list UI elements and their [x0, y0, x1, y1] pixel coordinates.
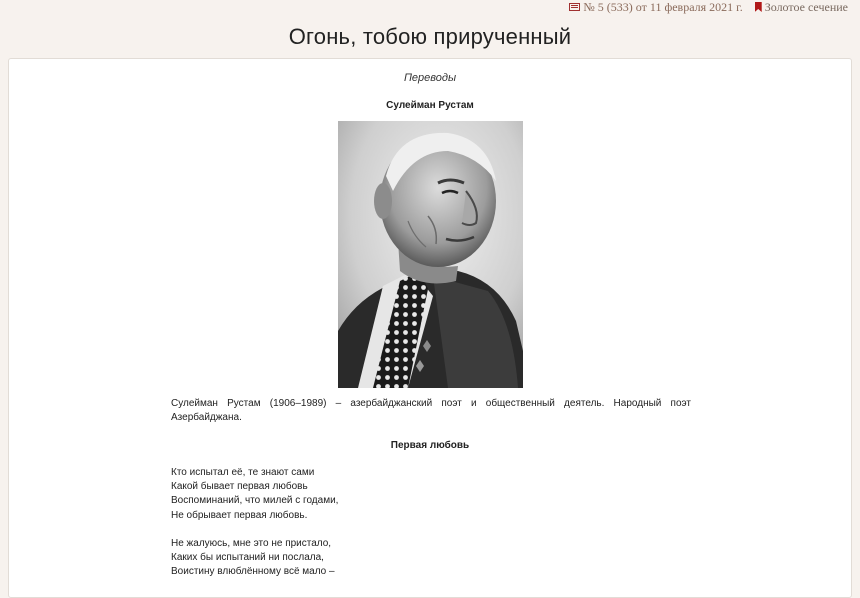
poem-title: Первая любовь [390, 440, 470, 451]
page-title: Огонь, тобою прирученный [288, 24, 572, 49]
article-card [8, 58, 852, 598]
author-bio: Сулейман Рустам (1906–1989) – азербайджанский поэт и общественный деятель. Народный поэт Азербайджана. [171, 398, 691, 423]
newspaper-icon [569, 3, 580, 11]
poem-line: Воистину влюблённому всё мало – [171, 566, 335, 578]
author-name: Сулейман Рустам [386, 100, 474, 111]
poem-line: Каких бы испытаний ни послала, [171, 552, 324, 564]
issue-link[interactable] [569, 0, 742, 15]
top-meta-bar [569, 0, 848, 14]
poem-line: Не жалуюсь, мне это не пристало, [171, 538, 332, 549]
author-photo [338, 121, 523, 388]
poem-stanza-1 [171, 466, 338, 523]
bookmark-icon [755, 2, 762, 12]
poem-line: Не обрывает первая любовь. [171, 509, 308, 521]
section-label: Золотое сечение [764, 0, 848, 14]
section-link[interactable] [755, 0, 848, 15]
poem-line: Воспоминаний, что милей с годами, [171, 495, 339, 507]
issue-label: № 5 (533) от 11 февраля 2021 г. [583, 0, 743, 14]
author-photo-image [338, 121, 523, 388]
poem-line: Кто испытал её, те знают сами [171, 467, 315, 478]
poem-stanza-2 [171, 537, 335, 580]
poem-line: Какой бывает первая любовь [171, 481, 308, 493]
rubric-label: Переводы [403, 72, 457, 84]
